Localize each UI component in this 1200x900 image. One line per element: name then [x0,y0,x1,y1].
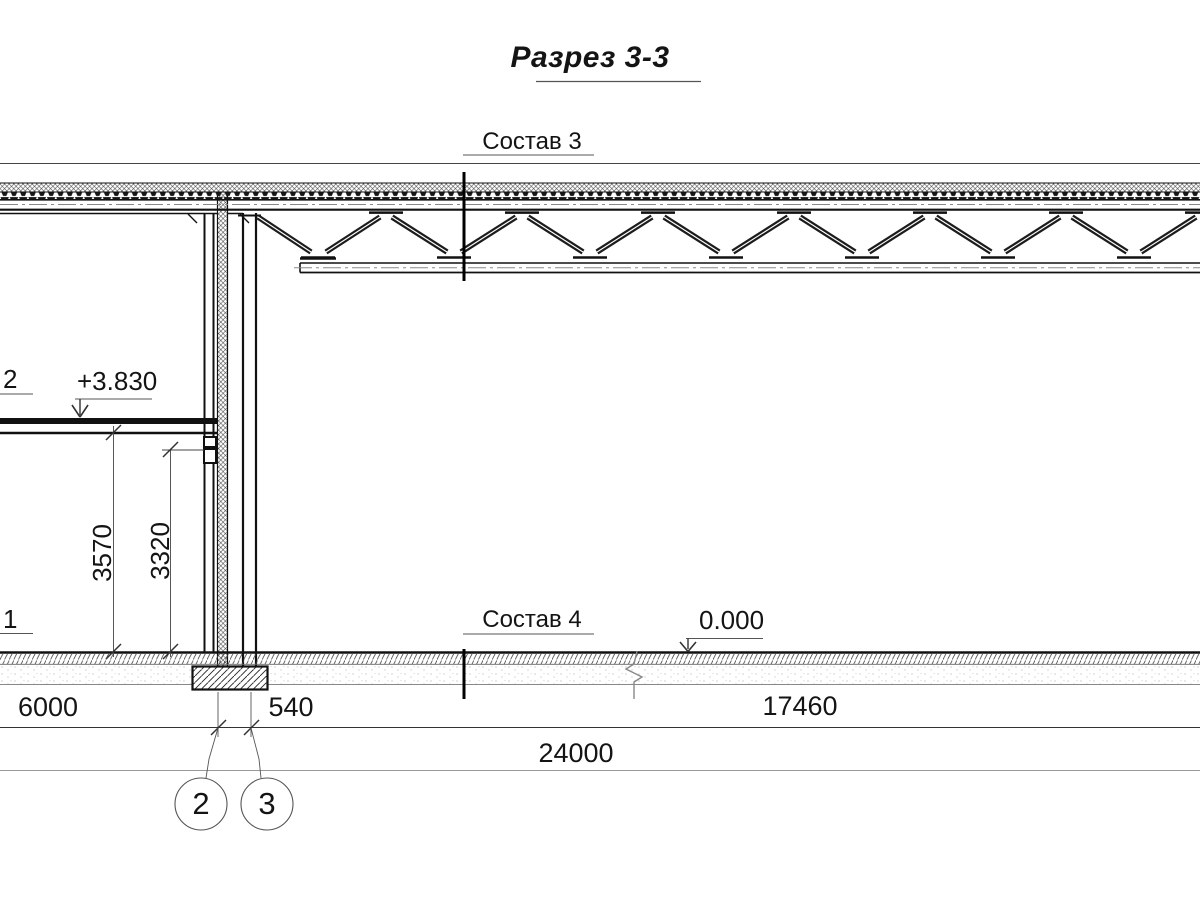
corbel-detail [204,437,216,463]
steel-column [238,213,261,666]
elevation-mark-level2 [72,399,152,417]
ground-floor [0,651,1200,699]
drawing-title: Разрез 3-3 [510,41,670,74]
dim-6000: 6000 [17,692,79,722]
floor-slab-level2 [0,418,217,433]
node-callout-upper: 2 [3,364,18,394]
dim-extension [218,692,251,737]
dim-17460: 17460 [762,691,838,721]
node-callout-leaders [0,394,33,634]
axis-label-2: 2 [192,785,210,821]
steel-truss [258,213,1200,273]
elevation-label-zero: 0.000 [699,605,765,635]
floor-screed-hatch [0,654,1200,664]
dim-24000: 24000 [538,738,614,768]
section-mark-floor: Состав 4 [482,606,582,633]
section-mark-roof: Состав 3 [482,128,582,155]
roof-insulation-layer [0,183,1200,192]
dim-vertical-3320: 3320 [145,522,175,580]
dim-540: 540 [268,692,314,722]
truss-diagonals [258,217,1196,252]
axis-label-3: 3 [258,785,276,821]
roof-assembly [0,164,1200,210]
wall-panel [217,192,228,666]
node-callout-lower: 1 [3,604,18,634]
truss-gusset-plates [301,213,1200,258]
subbase-stipple [0,665,1200,684]
foundation-block [193,667,268,690]
elevation-label-level2: +3.830 [77,366,158,396]
profiled-deck-layer [0,192,1200,199]
elevation-mark-zero [680,639,763,652]
truss-bottom-chord [300,259,1200,273]
dim-vertical-3570: 3570 [87,524,117,582]
